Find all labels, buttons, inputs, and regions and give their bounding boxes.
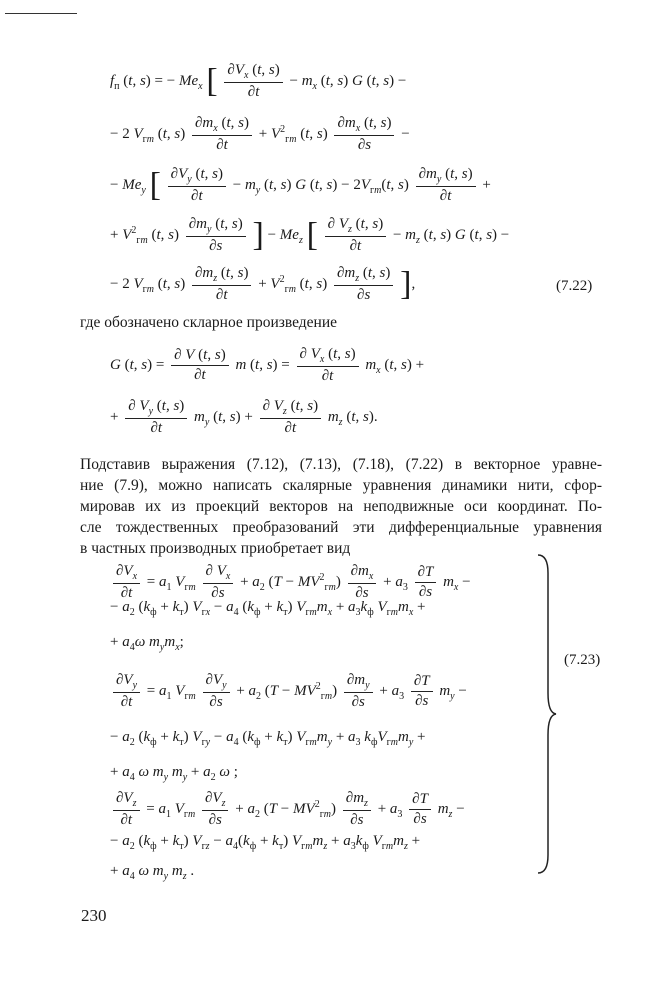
eq-7-23-y-line-3: + $a_4$ ω $m_y$ $m_y + a_2$ ω ; [110, 764, 238, 783]
paragraph-line: мировав их из проекций векторов на неподвижные оси координат. По- [80, 498, 602, 515]
g-definition-line-2: + $\frac{\partial V_y (t, s)}{\partial t}$ $m_y$ (t, s) + $\frac{\partial V_z (t, s)}{\partial t}$ $m_z$ (t, s). [110, 398, 378, 436]
intro-text: где обозначено скларное произведение [80, 314, 337, 331]
eq-7-22-line-2: − 2 $V_{гm}$ (t, s) $\frac{\partial m_x (t, s)}{\partial t}$ + $V^2_{гm}$ (t, s) $\frac{\partial m_x (t, s)}{\partial s}$ − [110, 115, 410, 153]
header-rule [5, 13, 77, 14]
equation-number-7-23: (7.23) [564, 652, 601, 668]
eq-7-23-z-line-2: − $a_2$ $(k_ф + k_т) V_{гz} - a_4(k_ф + k_т) V_{гm}m_z + a_3k_ф$ $V_{гm}m_z$ + [110, 833, 421, 852]
page-number: 230 [81, 906, 107, 925]
equation-number-7-22: (7.22) [556, 278, 593, 294]
eq-7-23-y-line-1: $\frac{\partial V_y}{\partial t}$ = $a_1$ $V_{гm}$ $\frac{\partial V_y}{\partial s}$ + $a_2$ $(T - MV^2_{гm})$ $\frac{\partial m_y}{\partial s}$ + $a_3$ $\frac{\partial T}{\partial s}$ $m_y$ − [110, 672, 467, 711]
g-definition-line-1: G (t, s) = $\frac{\partial V (t, s)}{\partial t}$ m (t, s) = $\frac{\partial V_x (t, s)}{\partial t}$ $m_x$ (t, s) + [110, 346, 425, 384]
paragraph-line: в частных производных приобретает вид [80, 540, 351, 557]
system-right-brace [536, 553, 558, 875]
body-paragraph [80, 454, 602, 559]
eq-7-23-x-line-3: + $a_4\omega$ $m_ym_x$; [110, 634, 184, 653]
eq-7-23-x-line-1: $\frac{\partial V_x}{\partial t}$ = $a_1$ $V_{гm}$ $\frac{\partial V_x}{\partial s}$ + $a_2$ $(T - MV^2_{гm})$ $\frac{\partial m_x}{\partial s}$ + $a_3$ $\frac{\partial T}{\partial s}$ $m_x$ − [110, 563, 471, 602]
paragraph-line: Подставив выражения (7.12), (7.13), (7.18), (7.22) в векторное уравне- [80, 456, 602, 473]
eq-7-22-line-5: − 2 $V_{гm}$ (t, s) $\frac{\partial m_z (t, s)}{\partial t}$ + $V^2_{гm}$ (t, s) $\frac{\partial m_z (t, s)}{\partial s}$ ], [110, 265, 416, 303]
eq-7-23-z-line-1: $\frac{\partial V_z}{\partial t}$ = $a_1$ $V_{гm}$ $\frac{\partial V_z}{\partial s}$ + $a_2$ $(T - MV^2_{гm})$ $\frac{\partial m_z}{\partial s}$ + $a_3$ $\frac{\partial T}{\partial s}$ $m_z$ − [110, 790, 465, 829]
eq-7-23-x-line-2: − $a_2$ $(k_ф + k_т) V_{гx} - a_4$ $(k_ф + k_т) V_{гm}m_x + a_3k_ф$ $V_{гm}m_x$ + [110, 599, 426, 618]
paragraph-line: ние (7.9), можно написать скалярные уравнения динамики нити, сфор- [80, 477, 602, 494]
eq-7-23-z-line-3: + $a_4$ ω $m_y$ $m_z$ . [110, 863, 195, 882]
eq-7-23-y-line-2: − $a_2$ $(k_ф + k_т) V_{гy} - a_4$ $(k_ф + k_т) V_{гm}m_y + a_3$ $k_фV_{гm}m_y$ + [110, 729, 426, 748]
eq-7-22-line-1: $f_п$ (t, s) = − $Me_x$ [ $\frac{\partial V_x (t, s)}{\partial t}$ − $m_x$ (t, s) G (t, s) − [110, 62, 407, 100]
eq-7-22-line-3: − $Me_y$ [ $\frac{\partial V_y (t, s)}{\partial t}$ − $m_y$ (t, s) G (t, $s) - 2V_{гm}(t$, s) $\frac{\partial m_y (t, s)}{\partial t}$ + [110, 166, 491, 204]
eq-7-22-line-4: + $V^2_{гm}$ (t, s) $\frac{\partial m_y (t, s)}{\partial s}$ ] − $Me_z$ [ $\frac{\partial V_z (t, s)}{\partial t}$ − $m_z$ (t, s) G (t, s) − [110, 216, 510, 254]
paragraph-line: сле тождественных преобразований эти дифференциальные уравнения [80, 519, 602, 536]
